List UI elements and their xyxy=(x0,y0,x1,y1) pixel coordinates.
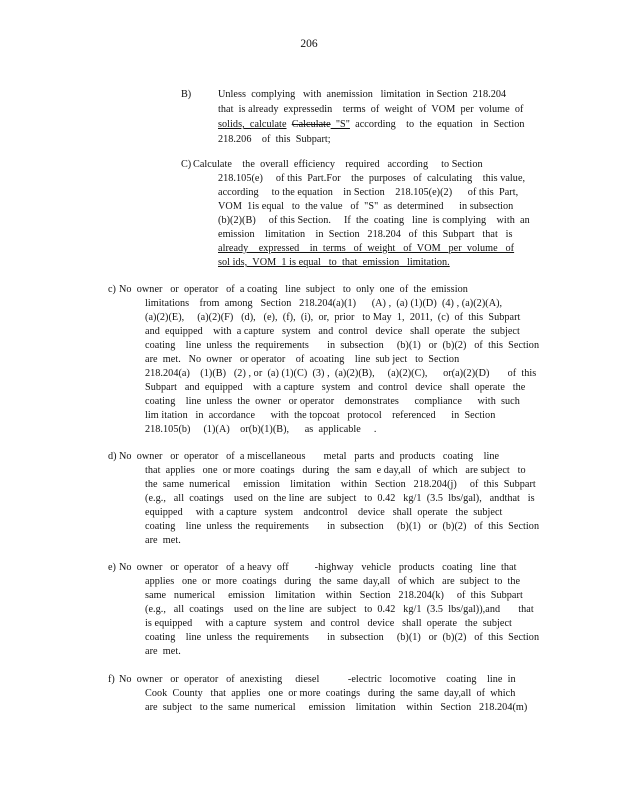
paragraph-line: (b)(2)(B) of this Section. If the coating line is complying with an xyxy=(218,215,530,226)
paragraph-line: emission limitation in Section 218.204 of this Subpart that is xyxy=(218,229,513,240)
paragraph-line: are subject to the same numerical emission limitation within Section 218.204(m) xyxy=(145,702,528,713)
paragraph-line-inserted: sol ids, VOM 1 is equal to that emission limitation. xyxy=(218,257,450,268)
paragraph-label: B) xyxy=(181,89,192,100)
paragraph-line: 218.204(a) (1)(B) (2) , or (a) (1)(C) (3) , (a)(2)(B), (a)(2)(C), or(a)(2)(D) of this xyxy=(145,368,537,379)
paragraph-line-inserted: already expressed in terms of weight of VOM per volume of xyxy=(218,243,515,254)
paragraph-line: No owner or operator of a heavy off -highway vehicle products coating line that xyxy=(119,562,517,573)
paragraph-label: c) xyxy=(108,284,116,295)
paragraph-line: Unless complying with anemission limitation in Section 218.204 xyxy=(218,89,507,100)
paragraph-line: coating line unless the requirements in subsection (b)(1) or (b)(2) of this Section xyxy=(145,632,540,643)
paragraph-line-edited: solids, calculate Calculate "S" according to the equation in Section xyxy=(218,119,525,130)
paragraph-line: VOM 1is equal to the value of "S" as determined in subsection xyxy=(218,201,514,212)
paragraph-line: are met. No owner or operator of acoating line sub ject to Section xyxy=(145,354,460,365)
paragraph-line: Calculate the overall efficiency required according to Section xyxy=(193,159,483,170)
inserted-text: solids, calculate xyxy=(218,119,287,130)
paragraph-label: e) xyxy=(108,562,116,573)
paragraph-line: 218.206 of this Subpart; xyxy=(218,134,331,145)
paragraph-line: No owner or operator of anexisting diesel -electric locomotive coating line in xyxy=(119,674,516,685)
paragraph-line: the same numerical emission limitation within Section 218.204(j) of this Subpart xyxy=(145,479,536,490)
paragraph-line: that applies one or more coatings during the sam e day,all of which are subject to xyxy=(145,465,526,476)
paragraph-line: (e.g., all coatings used on the line are subject to 0.42 kg/1 (3.5 lbs/gal), andthat is xyxy=(145,493,535,504)
paragraph-line: coating line unless the requirements in subsection (b)(1) or (b)(2) of this Section xyxy=(145,340,540,351)
paragraph-line: is equipped with a capture system and control device shall operate the subject xyxy=(145,618,512,629)
paragraph-line: same numerical emission limitation within Section 218.204(k) of this Subpart xyxy=(145,590,523,601)
paragraph-line: (a)(2)(E), (a)(2)(F) (d), (e), (f), (i), or, prior to May 1, 2011, (c) of this Subpart xyxy=(145,312,521,323)
paragraph-line: are met. xyxy=(145,535,181,546)
paragraph-line: equipped with a capture system andcontrol device shall operate the subject xyxy=(145,507,503,518)
paragraph-label: d) xyxy=(108,451,117,462)
paragraph-line: No owner or operator of a coating line subject to only one of the emission xyxy=(119,284,468,295)
paragraph-line: coating line unless the owner or operator demonstrates compliance with such xyxy=(145,396,520,407)
paragraph-line: 218.105(e) of this Part.For the purposes of calculating this value, xyxy=(218,173,526,184)
paragraph-label: C) xyxy=(181,159,192,170)
paragraph-line: Subpart and equipped with a capture system and control device shall operate the xyxy=(145,382,526,393)
paragraph-line: applies one or more coatings during the same day,all of which are subject to the xyxy=(145,576,521,587)
paragraph-line: lim itation in accordance with the topcoat protocol referenced in Section xyxy=(145,410,496,421)
paragraph-line: (e.g., all coatings used on the line are subject to 0.42 kg/1 (3.5 lbs/gal)),and that xyxy=(145,604,534,615)
deleted-text: Calculate xyxy=(291,119,331,130)
page-number: 206 xyxy=(300,38,318,50)
paragraph-line: and equipped with a capture system and control device shall operate the subject xyxy=(145,326,520,337)
paragraph-line: No owner or operator of a miscellaneous metal parts and products coating line xyxy=(119,451,500,462)
paragraph-line: according to the equation in Section 218.105(e)(2) of this Part, xyxy=(218,187,519,198)
paragraph-label: f) xyxy=(108,674,115,685)
paragraph-line: limitations from among Section 218.204(a)(1) (A) , (a) (1)(D) (4) , (a)(2)(A), xyxy=(145,298,503,309)
paragraph-line: Cook County that applies one or more coatings during the same day,all of which xyxy=(145,688,516,699)
paragraph-line: 218.105(b) (1)(A) or(b)(1)(B), as applicable . xyxy=(145,424,377,435)
paragraph-line: are met. xyxy=(145,646,181,657)
paragraph-line: coating line unless the requirements in subsection (b)(1) or (b)(2) of this Section xyxy=(145,521,540,532)
paragraph-line: that is already expressedin terms of weight of VOM per volume of xyxy=(218,104,524,115)
